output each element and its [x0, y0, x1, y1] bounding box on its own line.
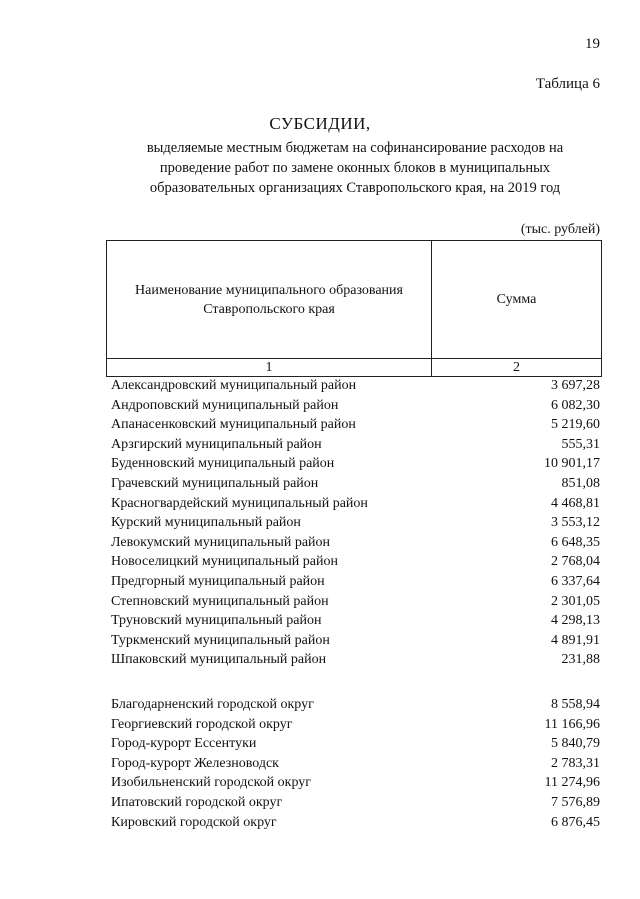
table-row: [106, 631, 600, 651]
row-value: 11 166,96: [544, 716, 600, 732]
table-row: [106, 734, 600, 754]
row-value: 6 648,35: [551, 534, 600, 550]
table-row: [106, 494, 600, 514]
row-name: Буденновский муниципальный район: [111, 456, 335, 472]
header-col-number-2: 2: [432, 359, 602, 377]
table-label: Таблица 6: [535, 76, 600, 92]
units-label: (тыс. рублей): [520, 222, 600, 237]
row-name: Шпаковский муниципальный район: [111, 652, 327, 668]
table-row: [106, 474, 600, 494]
districts-list: [106, 376, 600, 670]
row-name: Город-курорт Железноводск: [111, 755, 279, 771]
table-row: [106, 376, 600, 396]
row-name: Грачевский муниципальный район: [111, 475, 319, 491]
row-value: 6 082,30: [551, 397, 600, 413]
row-value: 5 219,60: [551, 417, 600, 433]
document-title: СУБСИДИИ,: [269, 114, 371, 133]
row-name: Александровский муниципальный район: [111, 378, 357, 393]
row-name: Благодарненский городской округ: [111, 697, 314, 712]
table-row: [106, 695, 600, 715]
table-row: [106, 552, 600, 572]
row-value: 2 768,04: [551, 554, 600, 570]
table-row: [106, 454, 600, 474]
row-value: 3 553,12: [551, 515, 600, 531]
subtitle-line: проведение работ по замене оконных блоков в муниципальных: [159, 160, 551, 176]
table-row: [106, 793, 600, 813]
row-name: Туркменский муниципальный район: [111, 632, 330, 648]
table-row: [106, 813, 600, 833]
row-value: 2 783,31: [551, 755, 600, 771]
row-value: 851,08: [561, 475, 600, 491]
header-col-sum: Сумма: [432, 241, 602, 359]
row-value: 555,31: [561, 436, 600, 452]
table-row: [106, 611, 600, 631]
row-name: Левокумский муниципальный район: [111, 534, 331, 550]
table-row: [106, 572, 600, 592]
row-value: 4 468,81: [551, 495, 600, 511]
header-col-number-1: 1: [107, 359, 432, 377]
row-value: 2 301,05: [551, 593, 600, 609]
page-number: 19: [585, 36, 600, 52]
row-name: Арзгирский муниципальный район: [111, 436, 322, 452]
table-row: [106, 396, 600, 416]
row-name: Курский муниципальный район: [111, 515, 301, 531]
row-value: 4 298,13: [551, 613, 600, 629]
city-districts-list: [106, 695, 600, 832]
row-name: Степновский муниципальный район: [111, 593, 329, 609]
table-row: [106, 650, 600, 670]
row-name: Город-курорт Ессентуки: [111, 736, 257, 752]
header-col-name-line: Наименование муниципального образования: [135, 282, 403, 298]
row-value: 6 337,64: [551, 573, 600, 589]
row-name: Андроповский муниципальный район: [111, 397, 339, 413]
row-name: Изобильненский городской округ: [111, 775, 312, 791]
table-row: [106, 715, 600, 735]
row-value: 10 901,17: [544, 456, 600, 472]
header-col-name-line: Ставропольского края: [203, 301, 335, 317]
table-row: [106, 592, 600, 612]
row-name: Апанасенковский муниципальный район: [111, 417, 356, 433]
row-name: Ипатовский городской округ: [111, 794, 283, 810]
row-name: Красногвардейский муниципальный район: [111, 495, 368, 511]
row-name: Предгорный муниципальный район: [111, 573, 325, 589]
row-name: Георгиевский городской округ: [111, 716, 293, 732]
table-row: [106, 435, 600, 455]
table-row: [106, 513, 600, 533]
header-col-name: [107, 241, 432, 359]
table-row: [106, 533, 600, 553]
row-value: 4 891,91: [551, 632, 600, 648]
table-header: [106, 240, 602, 377]
row-name: Труновский муниципальный район: [111, 613, 322, 629]
table-row: [106, 754, 600, 774]
row-value: 231,88: [561, 652, 600, 668]
row-name: Кировский городской округ: [111, 814, 277, 830]
subtitle-line: образовательных организациях Ставропольского края, на 2019 год: [149, 180, 561, 196]
row-value: 3 697,28: [551, 378, 600, 393]
row-value: 8 558,94: [551, 697, 600, 712]
row-value: 7 576,89: [551, 794, 600, 810]
row-name: Новоселицкий муниципальный район: [111, 554, 338, 570]
table-row: [106, 773, 600, 793]
subtitle-line: выделяемые местным бюджетам на софинансирование расходов на: [146, 140, 564, 156]
row-value: 6 876,45: [551, 814, 600, 830]
table-row: [106, 415, 600, 435]
row-value: 5 840,79: [551, 736, 600, 752]
row-value: 11 274,96: [544, 775, 600, 791]
document-subtitle: [110, 138, 600, 198]
